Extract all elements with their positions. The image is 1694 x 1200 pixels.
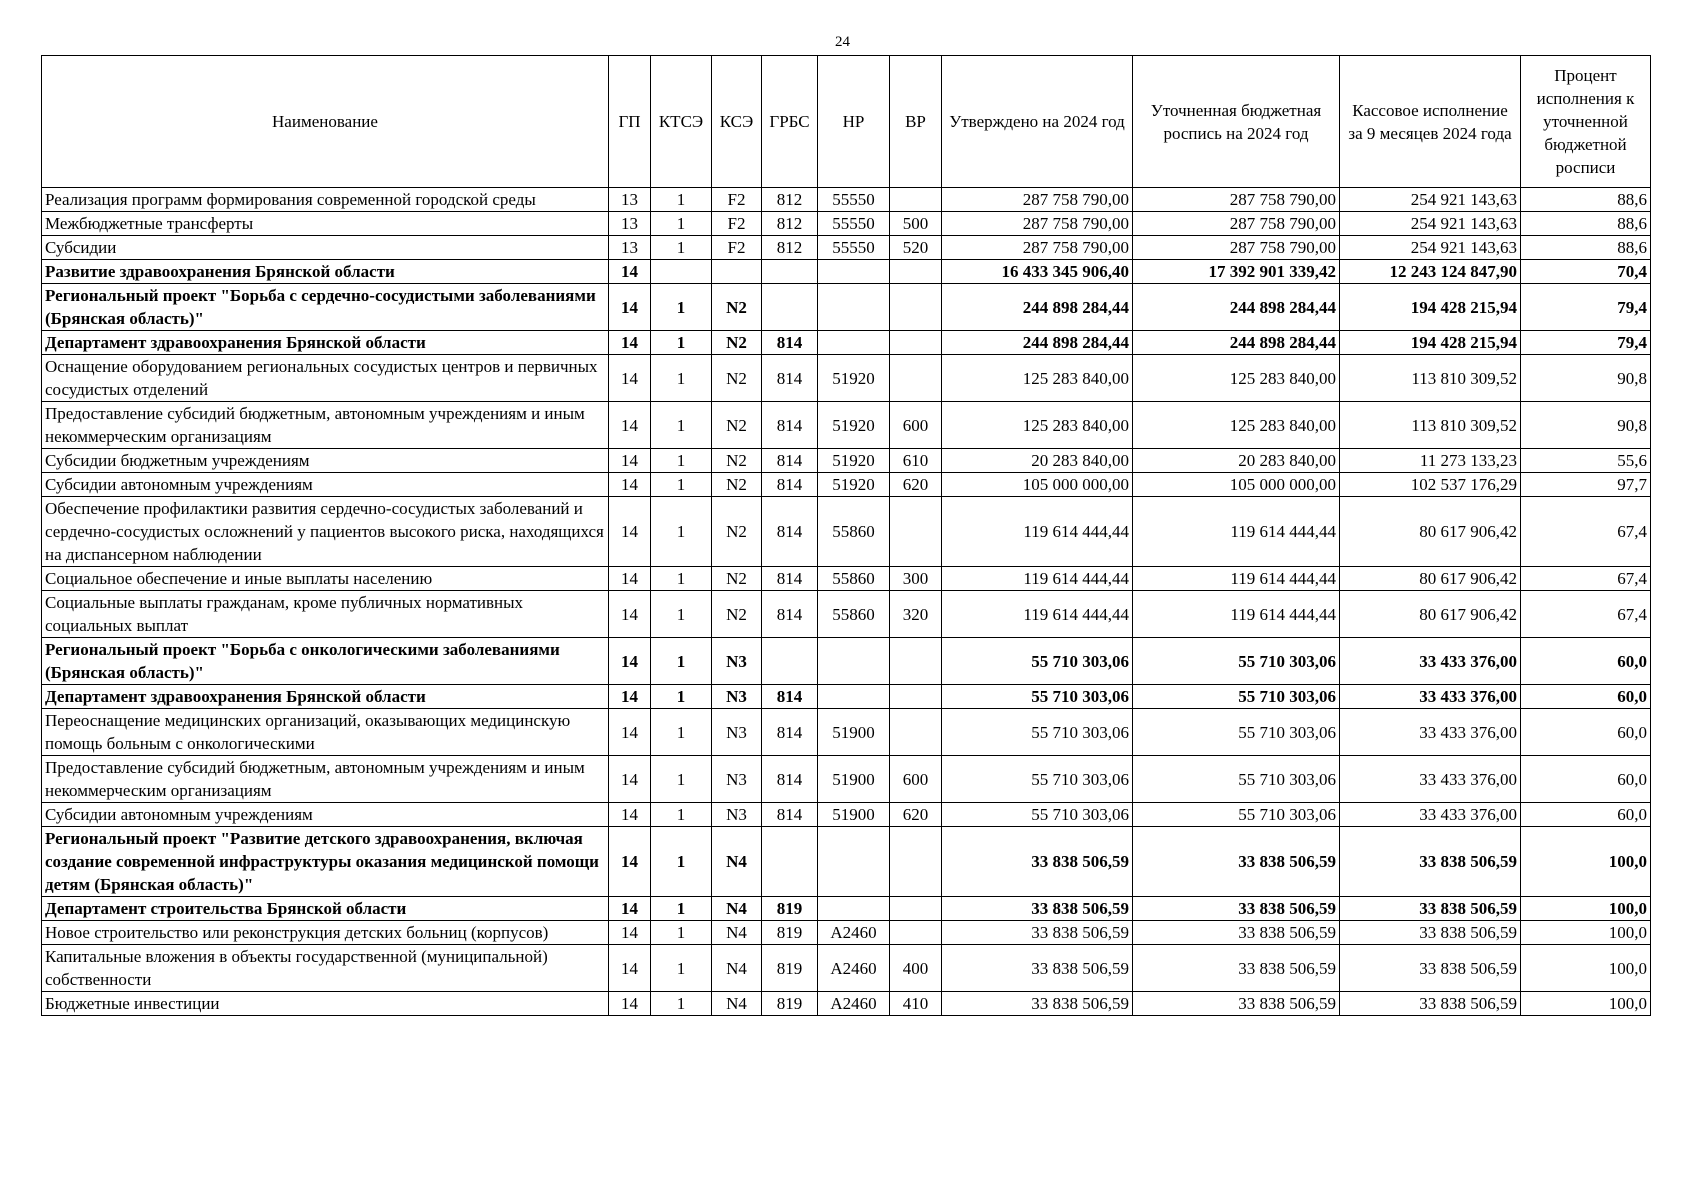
cell-gp: 14: [609, 945, 651, 992]
cell-vr: 600: [890, 756, 942, 803]
cell-approved: 33 838 506,59: [942, 827, 1133, 897]
cell-name: Субсидии: [42, 236, 609, 260]
cell-gp: 14: [609, 473, 651, 497]
cell-nr: [818, 827, 890, 897]
cell-gp: 13: [609, 188, 651, 212]
cell-ktse: 1: [651, 473, 712, 497]
cell-name: Межбюджетные трансферты: [42, 212, 609, 236]
cell-cash: 194 428 215,94: [1340, 331, 1521, 355]
table-row: [42, 236, 1651, 260]
cell-approved: 105 000 000,00: [942, 473, 1133, 497]
cell-vr: [890, 284, 942, 331]
cell-vr: [890, 188, 942, 212]
cell-refined: 287 758 790,00: [1133, 212, 1340, 236]
cell-refined: 55 710 303,06: [1133, 638, 1340, 685]
cell-gp: 14: [609, 803, 651, 827]
cell-percent: 100,0: [1521, 827, 1651, 897]
cell-approved: 33 838 506,59: [942, 992, 1133, 1016]
table-row: [42, 803, 1651, 827]
table-row: [42, 897, 1651, 921]
cell-kse: N3: [712, 803, 762, 827]
cell-cash: 33 838 506,59: [1340, 897, 1521, 921]
cell-approved: 287 758 790,00: [942, 236, 1133, 260]
cell-approved: 244 898 284,44: [942, 331, 1133, 355]
table-row: [42, 331, 1651, 355]
cell-percent: 100,0: [1521, 897, 1651, 921]
cell-gp: 14: [609, 402, 651, 449]
cell-grbs: 814: [762, 709, 818, 756]
cell-kse: N4: [712, 992, 762, 1016]
cell-name: Переоснащение медицинских организаций, оказывающих медицинскую помощь больным с онкологическими: [42, 709, 609, 756]
cell-gp: 14: [609, 756, 651, 803]
cell-grbs: 819: [762, 921, 818, 945]
cell-refined: 55 710 303,06: [1133, 756, 1340, 803]
table-row: [42, 827, 1651, 897]
cell-name: Региональный проект "Борьба с сердечно-сосудистыми заболеваниями (Брянская область)": [42, 284, 609, 331]
cell-name: Предоставление субсидий бюджетным, автономным учреждениям и иным некоммерческим организациям: [42, 756, 609, 803]
cell-name: Департамент здравоохранения Брянской области: [42, 685, 609, 709]
cell-kse: N2: [712, 355, 762, 402]
cell-gp: 14: [609, 567, 651, 591]
table-row: [42, 497, 1651, 567]
cell-cash: 80 617 906,42: [1340, 591, 1521, 638]
cell-cash: 33 433 376,00: [1340, 685, 1521, 709]
cell-approved: 16 433 345 906,40: [942, 260, 1133, 284]
cell-nr: 55860: [818, 591, 890, 638]
cell-ktse: 1: [651, 497, 712, 567]
header-nr: НР: [818, 56, 890, 188]
cell-ktse: 1: [651, 827, 712, 897]
cell-nr: А2460: [818, 945, 890, 992]
cell-ktse: 1: [651, 897, 712, 921]
cell-name: Капитальные вложения в объекты государственной (муниципальной) собственности: [42, 945, 609, 992]
table-body: [42, 188, 1651, 1016]
cell-name: Социальные выплаты гражданам, кроме публичных нормативных социальных выплат: [42, 591, 609, 638]
cell-nr: [818, 685, 890, 709]
cell-kse: F2: [712, 188, 762, 212]
cell-cash: 102 537 176,29: [1340, 473, 1521, 497]
cell-vr: 620: [890, 473, 942, 497]
cell-percent: 88,6: [1521, 212, 1651, 236]
cell-ktse: 1: [651, 236, 712, 260]
table-row: [42, 212, 1651, 236]
cell-nr: 55860: [818, 567, 890, 591]
cell-cash: 254 921 143,63: [1340, 188, 1521, 212]
cell-vr: [890, 685, 942, 709]
cell-name: Департамент здравоохранения Брянской области: [42, 331, 609, 355]
cell-kse: F2: [712, 236, 762, 260]
cell-ktse: 1: [651, 331, 712, 355]
cell-percent: 60,0: [1521, 709, 1651, 756]
cell-vr: [890, 827, 942, 897]
cell-ktse: 1: [651, 803, 712, 827]
cell-approved: 287 758 790,00: [942, 188, 1133, 212]
cell-vr: [890, 355, 942, 402]
cell-grbs: 814: [762, 473, 818, 497]
table-row: [42, 473, 1651, 497]
cell-grbs: 814: [762, 402, 818, 449]
cell-nr: 55550: [818, 212, 890, 236]
table-row: [42, 992, 1651, 1016]
table-row: [42, 685, 1651, 709]
cell-nr: 51920: [818, 449, 890, 473]
cell-kse: N2: [712, 497, 762, 567]
header-percent: Процент исполнения к уточненной бюджетной росписи: [1521, 56, 1651, 188]
cell-vr: [890, 497, 942, 567]
cell-nr: А2460: [818, 921, 890, 945]
cell-cash: 33 838 506,59: [1340, 992, 1521, 1016]
cell-cash: 11 273 133,23: [1340, 449, 1521, 473]
cell-cash: 33 838 506,59: [1340, 945, 1521, 992]
cell-refined: 119 614 444,44: [1133, 497, 1340, 567]
cell-percent: 67,4: [1521, 567, 1651, 591]
cell-cash: 80 617 906,42: [1340, 567, 1521, 591]
cell-approved: 55 710 303,06: [942, 803, 1133, 827]
cell-gp: 14: [609, 284, 651, 331]
cell-gp: 14: [609, 921, 651, 945]
page-number: 24: [835, 34, 850, 50]
header-gp: ГП: [609, 56, 651, 188]
cell-approved: 244 898 284,44: [942, 284, 1133, 331]
cell-percent: 100,0: [1521, 921, 1651, 945]
cell-cash: 254 921 143,63: [1340, 236, 1521, 260]
table-row: [42, 449, 1651, 473]
cell-ktse: [651, 260, 712, 284]
cell-refined: 17 392 901 339,42: [1133, 260, 1340, 284]
cell-percent: 60,0: [1521, 803, 1651, 827]
cell-grbs: 819: [762, 897, 818, 921]
cell-kse: N3: [712, 638, 762, 685]
cell-refined: 125 283 840,00: [1133, 355, 1340, 402]
cell-refined: 20 283 840,00: [1133, 449, 1340, 473]
cell-kse: N4: [712, 921, 762, 945]
cell-gp: 14: [609, 331, 651, 355]
table-row: [42, 260, 1651, 284]
cell-refined: 33 838 506,59: [1133, 921, 1340, 945]
cell-approved: 119 614 444,44: [942, 567, 1133, 591]
cell-nr: [818, 897, 890, 921]
cell-refined: 33 838 506,59: [1133, 827, 1340, 897]
table-row: [42, 188, 1651, 212]
cell-nr: 51920: [818, 473, 890, 497]
cell-grbs: 814: [762, 756, 818, 803]
cell-percent: 60,0: [1521, 638, 1651, 685]
cell-ktse: 1: [651, 212, 712, 236]
cell-gp: 14: [609, 638, 651, 685]
cell-vr: 500: [890, 212, 942, 236]
cell-vr: [890, 638, 942, 685]
header-kse: КСЭ: [712, 56, 762, 188]
cell-percent: 100,0: [1521, 992, 1651, 1016]
cell-nr: [818, 638, 890, 685]
cell-grbs: [762, 284, 818, 331]
cell-cash: 33 433 376,00: [1340, 803, 1521, 827]
table-row: [42, 284, 1651, 331]
cell-name: Региональный проект "Борьба с онкологическими заболеваниями (Брянская область)": [42, 638, 609, 685]
cell-percent: 70,4: [1521, 260, 1651, 284]
cell-vr: [890, 260, 942, 284]
cell-name: Развитие здравоохранения Брянской области: [42, 260, 609, 284]
cell-nr: А2460: [818, 992, 890, 1016]
budget-table: [41, 55, 1651, 1016]
cell-refined: 33 838 506,59: [1133, 897, 1340, 921]
cell-gp: 14: [609, 591, 651, 638]
cell-kse: N2: [712, 591, 762, 638]
cell-kse: N2: [712, 284, 762, 331]
cell-percent: 90,8: [1521, 402, 1651, 449]
cell-nr: [818, 331, 890, 355]
cell-name: Оснащение оборудованием региональных сосудистых центров и первичных сосудистых отделений: [42, 355, 609, 402]
table-row: [42, 709, 1651, 756]
cell-ktse: 1: [651, 188, 712, 212]
cell-kse: N2: [712, 331, 762, 355]
cell-ktse: 1: [651, 355, 712, 402]
cell-name: Новое строительство или реконструкция детских больниц (корпусов): [42, 921, 609, 945]
cell-grbs: 814: [762, 355, 818, 402]
header-grbs: ГРБС: [762, 56, 818, 188]
cell-vr: 600: [890, 402, 942, 449]
cell-grbs: [762, 827, 818, 897]
cell-kse: N4: [712, 827, 762, 897]
cell-percent: 79,4: [1521, 331, 1651, 355]
cell-percent: 67,4: [1521, 497, 1651, 567]
cell-vr: 320: [890, 591, 942, 638]
cell-kse: [712, 260, 762, 284]
cell-name: Субсидии бюджетным учреждениям: [42, 449, 609, 473]
cell-grbs: 814: [762, 449, 818, 473]
cell-grbs: 812: [762, 212, 818, 236]
header-vr: ВР: [890, 56, 942, 188]
cell-grbs: 812: [762, 188, 818, 212]
cell-name: Социальное обеспечение и иные выплаты населению: [42, 567, 609, 591]
cell-cash: 33 433 376,00: [1340, 709, 1521, 756]
table-row: [42, 756, 1651, 803]
cell-refined: 119 614 444,44: [1133, 591, 1340, 638]
cell-refined: 119 614 444,44: [1133, 567, 1340, 591]
cell-ktse: 1: [651, 685, 712, 709]
cell-name: Обеспечение профилактики развития сердечно-сосудистых заболеваний и сердечно-сосудистых осложнений у пациентов высокого риска, находящихся на диспансерном наблюдении: [42, 497, 609, 567]
cell-cash: 33 838 506,59: [1340, 921, 1521, 945]
cell-ktse: 1: [651, 591, 712, 638]
cell-refined: 55 710 303,06: [1133, 709, 1340, 756]
cell-nr: 55550: [818, 188, 890, 212]
cell-percent: 90,8: [1521, 355, 1651, 402]
cell-vr: [890, 331, 942, 355]
cell-ktse: 1: [651, 638, 712, 685]
cell-kse: N4: [712, 945, 762, 992]
cell-cash: 33 433 376,00: [1340, 756, 1521, 803]
cell-vr: [890, 897, 942, 921]
cell-approved: 55 710 303,06: [942, 709, 1133, 756]
cell-kse: N3: [712, 685, 762, 709]
cell-grbs: 814: [762, 803, 818, 827]
cell-gp: 14: [609, 355, 651, 402]
cell-approved: 125 283 840,00: [942, 402, 1133, 449]
cell-grbs: 814: [762, 591, 818, 638]
cell-percent: 100,0: [1521, 945, 1651, 992]
cell-refined: 125 283 840,00: [1133, 402, 1340, 449]
cell-nr: 51900: [818, 756, 890, 803]
cell-approved: 119 614 444,44: [942, 591, 1133, 638]
cell-refined: 287 758 790,00: [1133, 188, 1340, 212]
cell-grbs: [762, 638, 818, 685]
cell-vr: 410: [890, 992, 942, 1016]
cell-nr: 51920: [818, 355, 890, 402]
cell-ktse: 1: [651, 945, 712, 992]
cell-refined: 33 838 506,59: [1133, 992, 1340, 1016]
cell-kse: N2: [712, 449, 762, 473]
cell-gp: 14: [609, 827, 651, 897]
cell-percent: 97,7: [1521, 473, 1651, 497]
cell-name: Бюджетные инвестиции: [42, 992, 609, 1016]
cell-nr: 51900: [818, 803, 890, 827]
cell-ktse: 1: [651, 756, 712, 803]
cell-cash: 254 921 143,63: [1340, 212, 1521, 236]
cell-cash: 12 243 124 847,90: [1340, 260, 1521, 284]
cell-grbs: 819: [762, 992, 818, 1016]
cell-refined: 55 710 303,06: [1133, 685, 1340, 709]
table-row: [42, 638, 1651, 685]
table-row: [42, 591, 1651, 638]
cell-kse: F2: [712, 212, 762, 236]
cell-cash: 194 428 215,94: [1340, 284, 1521, 331]
cell-refined: 33 838 506,59: [1133, 945, 1340, 992]
cell-name: Реализация программ формирования современной городской среды: [42, 188, 609, 212]
cell-grbs: [762, 260, 818, 284]
cell-ktse: 1: [651, 921, 712, 945]
cell-ktse: 1: [651, 567, 712, 591]
header-cash: Кассовое исполнение за 9 месяцев 2024 года: [1340, 56, 1521, 188]
table-row: [42, 355, 1651, 402]
table-row: [42, 567, 1651, 591]
cell-vr: 620: [890, 803, 942, 827]
cell-ktse: 1: [651, 449, 712, 473]
cell-approved: 33 838 506,59: [942, 921, 1133, 945]
cell-grbs: 819: [762, 945, 818, 992]
cell-kse: N3: [712, 709, 762, 756]
cell-name: Региональный проект "Развитие детского здравоохранения, включая создание современной инфраструктуры оказания медицинской помощи детям (Брянская область)": [42, 827, 609, 897]
cell-name: Субсидии автономным учреждениям: [42, 473, 609, 497]
cell-ktse: 1: [651, 992, 712, 1016]
cell-ktse: 1: [651, 284, 712, 331]
header-ktse: КТСЭ: [651, 56, 712, 188]
cell-gp: 13: [609, 212, 651, 236]
cell-vr: 610: [890, 449, 942, 473]
cell-vr: 520: [890, 236, 942, 260]
cell-name: Субсидии автономным учреждениям: [42, 803, 609, 827]
cell-gp: 14: [609, 992, 651, 1016]
cell-nr: 51900: [818, 709, 890, 756]
cell-kse: N2: [712, 402, 762, 449]
table-row: [42, 921, 1651, 945]
cell-approved: 20 283 840,00: [942, 449, 1133, 473]
cell-refined: 244 898 284,44: [1133, 284, 1340, 331]
cell-gp: 14: [609, 260, 651, 284]
cell-name: Предоставление субсидий бюджетным, автономным учреждениям и иным некоммерческим организациям: [42, 402, 609, 449]
cell-approved: 119 614 444,44: [942, 497, 1133, 567]
cell-ktse: 1: [651, 709, 712, 756]
cell-cash: 80 617 906,42: [1340, 497, 1521, 567]
header-approved: Утверждено на 2024 год: [942, 56, 1133, 188]
cell-grbs: 814: [762, 497, 818, 567]
cell-refined: 55 710 303,06: [1133, 803, 1340, 827]
cell-refined: 105 000 000,00: [1133, 473, 1340, 497]
cell-vr: 300: [890, 567, 942, 591]
cell-cash: 33 838 506,59: [1340, 827, 1521, 897]
cell-percent: 88,6: [1521, 188, 1651, 212]
cell-percent: 60,0: [1521, 756, 1651, 803]
cell-kse: N2: [712, 567, 762, 591]
cell-approved: 55 710 303,06: [942, 638, 1133, 685]
cell-vr: [890, 709, 942, 756]
table-row: [42, 402, 1651, 449]
header-name: Наименование: [42, 56, 609, 188]
cell-kse: N4: [712, 897, 762, 921]
cell-approved: 125 283 840,00: [942, 355, 1133, 402]
cell-approved: 33 838 506,59: [942, 945, 1133, 992]
cell-approved: 287 758 790,00: [942, 212, 1133, 236]
cell-approved: 55 710 303,06: [942, 685, 1133, 709]
cell-cash: 113 810 309,52: [1340, 355, 1521, 402]
cell-gp: 14: [609, 709, 651, 756]
cell-percent: 55,6: [1521, 449, 1651, 473]
cell-gp: 14: [609, 497, 651, 567]
cell-grbs: 814: [762, 331, 818, 355]
cell-gp: 14: [609, 897, 651, 921]
cell-percent: 79,4: [1521, 284, 1651, 331]
cell-vr: 400: [890, 945, 942, 992]
cell-nr: [818, 284, 890, 331]
cell-gp: 13: [609, 236, 651, 260]
cell-refined: 244 898 284,44: [1133, 331, 1340, 355]
cell-grbs: 814: [762, 685, 818, 709]
cell-percent: 67,4: [1521, 591, 1651, 638]
cell-vr: [890, 921, 942, 945]
cell-kse: N2: [712, 473, 762, 497]
cell-percent: 60,0: [1521, 685, 1651, 709]
cell-gp: 14: [609, 449, 651, 473]
header-row: [42, 56, 1651, 188]
cell-ktse: 1: [651, 402, 712, 449]
cell-refined: 287 758 790,00: [1133, 236, 1340, 260]
cell-percent: 88,6: [1521, 236, 1651, 260]
header-refined: Уточненная бюджетная роспись на 2024 год: [1133, 56, 1340, 188]
cell-approved: 55 710 303,06: [942, 756, 1133, 803]
cell-grbs: 812: [762, 236, 818, 260]
cell-nr: 55860: [818, 497, 890, 567]
cell-cash: 113 810 309,52: [1340, 402, 1521, 449]
cell-nr: 51920: [818, 402, 890, 449]
cell-approved: 33 838 506,59: [942, 897, 1133, 921]
cell-nr: 55550: [818, 236, 890, 260]
cell-name: Департамент строительства Брянской области: [42, 897, 609, 921]
cell-gp: 14: [609, 685, 651, 709]
cell-kse: N3: [712, 756, 762, 803]
cell-nr: [818, 260, 890, 284]
cell-grbs: 814: [762, 567, 818, 591]
cell-cash: 33 433 376,00: [1340, 638, 1521, 685]
table-row: [42, 945, 1651, 992]
